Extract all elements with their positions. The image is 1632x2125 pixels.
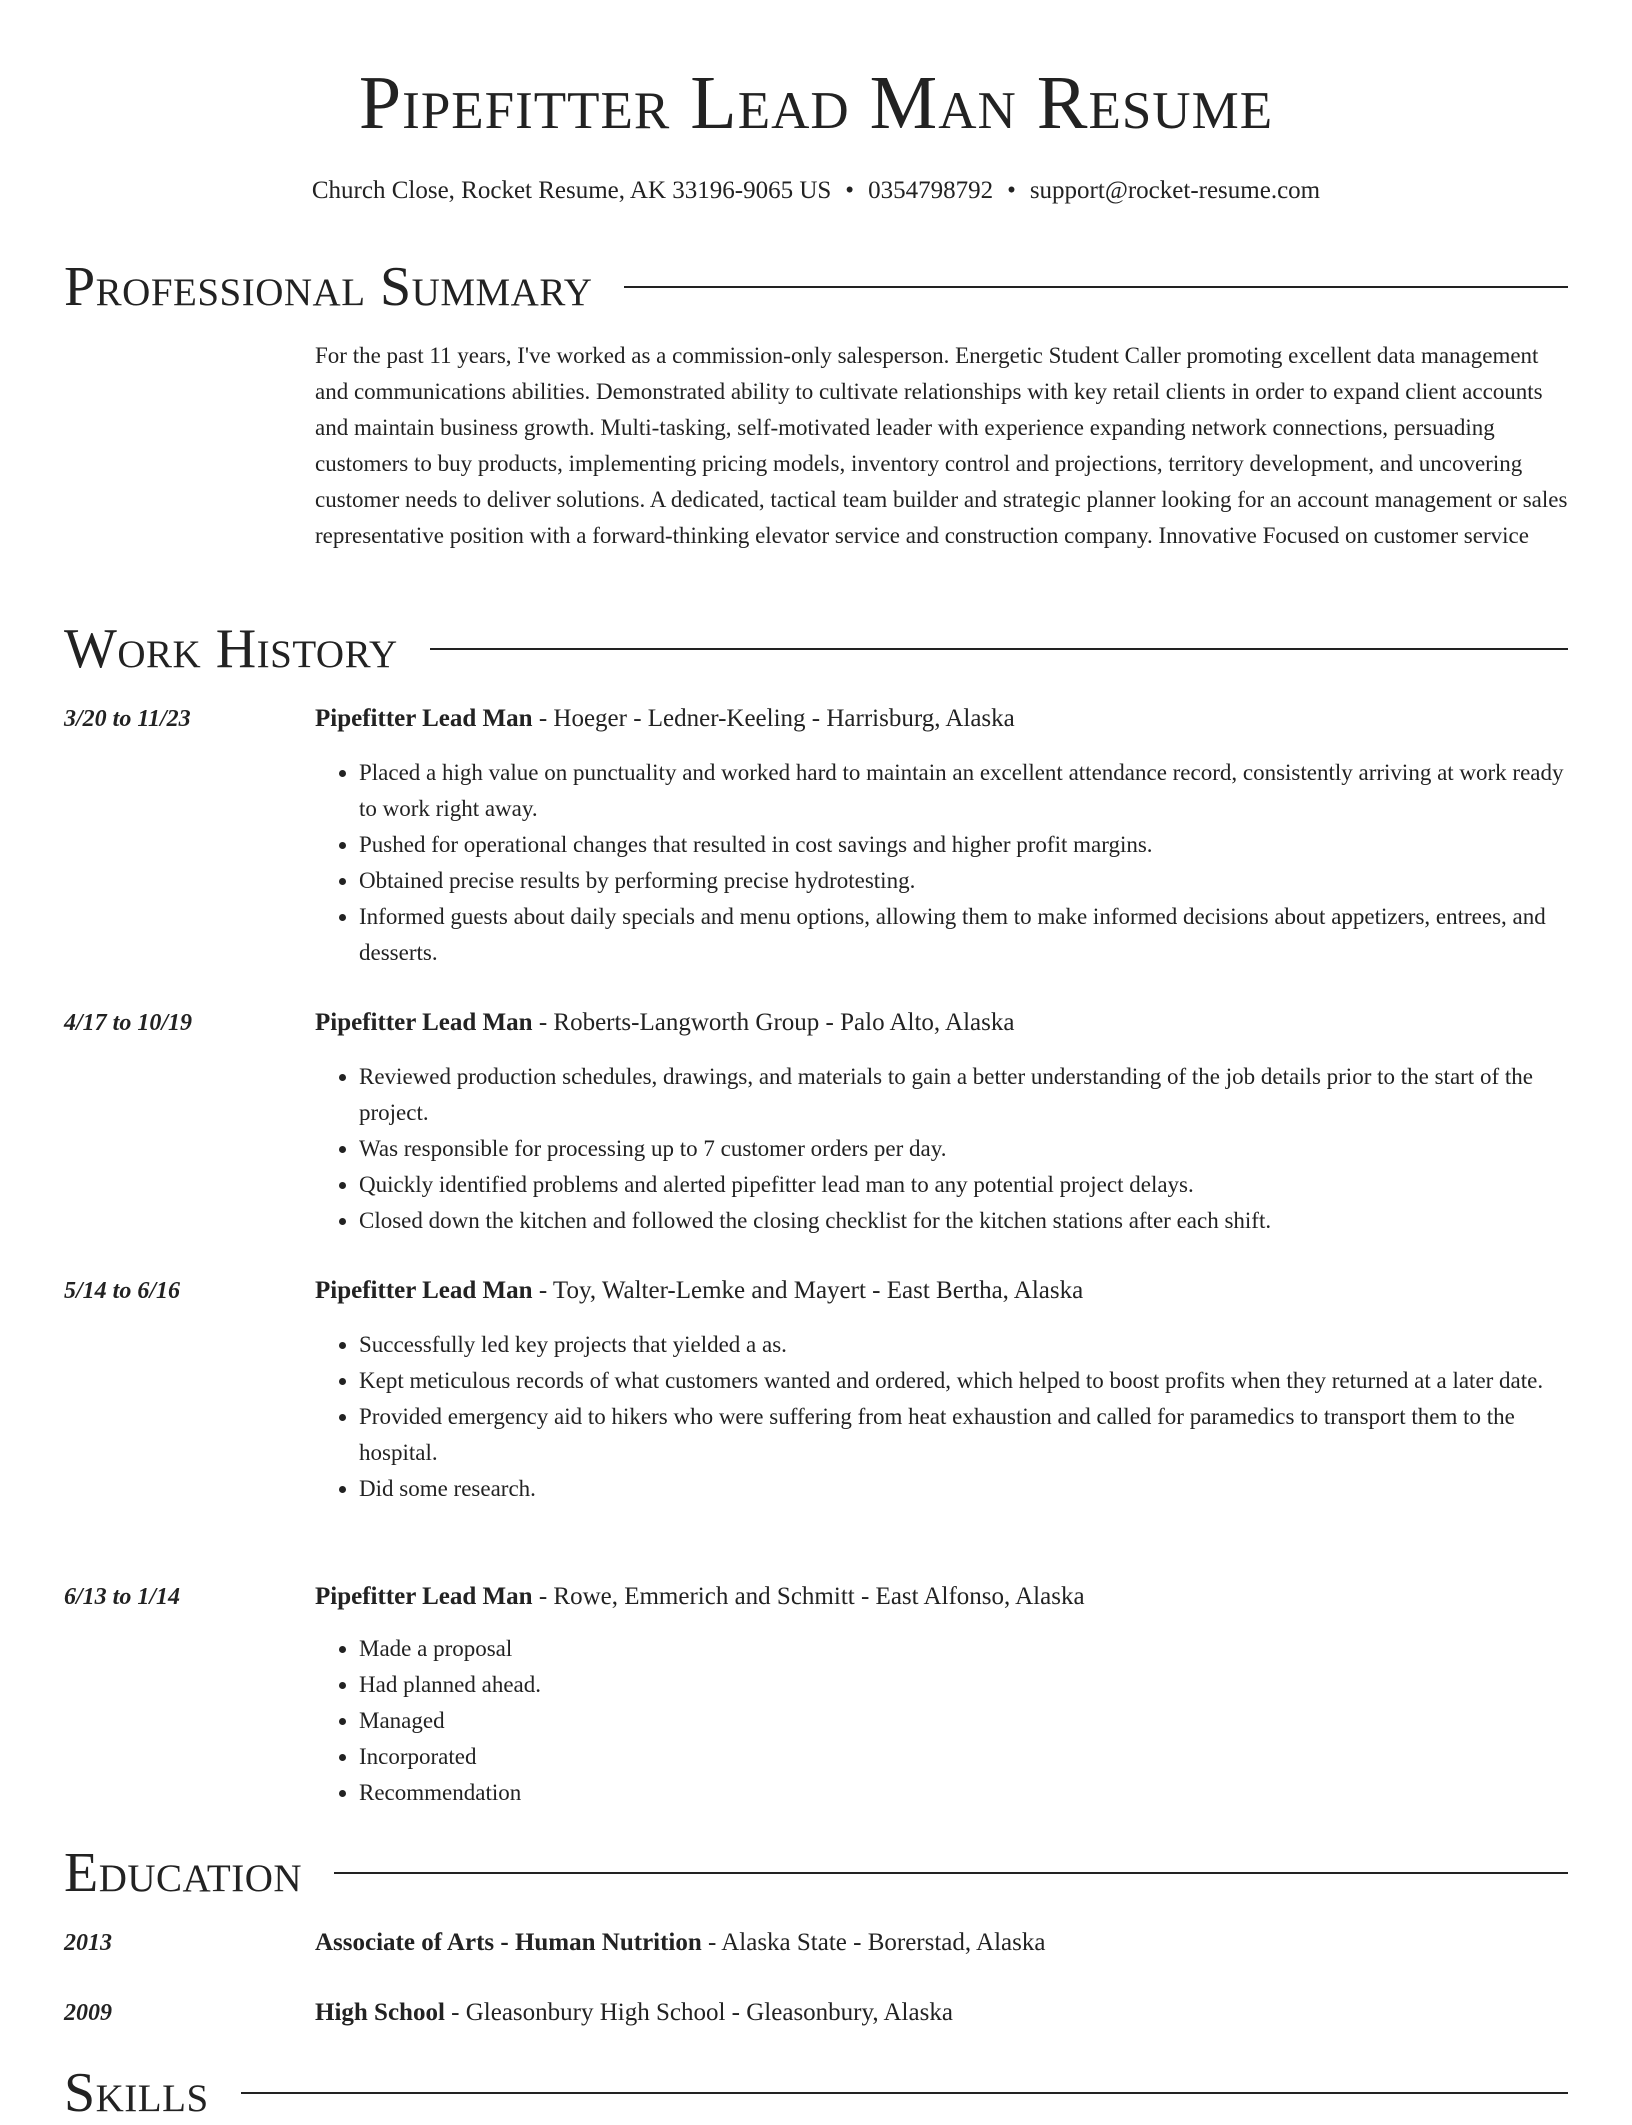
bullet-item: • Kept meticulous records of what customers wanted and ordered, which helped to boost profits when they returned at a later date. <box>359 1363 1568 1399</box>
section-professional-summary <box>64 255 1568 319</box>
job-employer: - Roberts-Langworth Group - Palo Alto, Alaska <box>532 1009 1015 1036</box>
bullet-item: • Did some research. <box>359 1471 1568 1507</box>
bullet-item: • Incorporated <box>359 1739 1568 1775</box>
education-heading <box>315 1925 1568 1961</box>
section-divider <box>624 286 1568 288</box>
job-heading <box>315 1005 1568 1041</box>
bullet-item: • Managed <box>359 1703 1568 1739</box>
section-education <box>64 1841 1568 1905</box>
summary-text: For the past 11 years, I've worked as a commission-only salesperson. Energetic Student Caller promoting excellent data management and communications abilities. Demonstrated ability to cultivate relationships with key retail clients in order to expand client accounts and maintain business growth. Multi-tasking, self-motivated leader with experience expanding network connections, persuading customers to buy products, implementing pricing models, inventory control and projections, territory development, and uncovering customer needs to deliver solutions. A dedicated, tactical team builder and strategic planner looking for an account management or sales representative position with a forward-thinking elevator service and construction company. Innovative Focused on customer service <box>315 343 1568 548</box>
job-employer: - Rowe, Emmerich and Schmitt - East Alfonso, Alaska <box>532 1583 1085 1610</box>
job-heading <box>315 1579 1568 1615</box>
job-employer: - Toy, Walter-Lemke and Mayert - East Bertha, Alaska <box>532 1277 1084 1304</box>
section-divider <box>241 2092 1568 2094</box>
job-date: 5/14 to 6/16 <box>64 1278 181 1304</box>
bullet-item: • Was responsible for processing up to 7 customer orders per day. <box>359 1131 1568 1167</box>
section-title: Professional Summary <box>64 256 593 318</box>
bullet-item: • Made a proposal <box>359 1631 1568 1667</box>
job-position: Pipefitter Lead Man <box>315 1009 533 1036</box>
contact-separator: • <box>845 177 855 204</box>
education-degree: Associate of Arts - Human Nutrition <box>315 1929 702 1956</box>
job-date: 3/20 to 11/23 <box>64 706 191 732</box>
job-date: 4/17 to 10/19 <box>64 1010 193 1036</box>
education-degree: High School <box>315 1999 445 2026</box>
contact-email: support@rocket-resume.com <box>1029 177 1321 204</box>
contact-separator: • <box>1007 177 1016 204</box>
job-bullets <box>315 1327 1568 1507</box>
bullet-item: • Closed down the kitchen and followed the closing checklist for the kitchen stations after each shift. <box>359 1203 1568 1239</box>
section-title: Education <box>64 1842 303 1904</box>
bullet-item: • Reviewed production schedules, drawings, and materials to gain a better understanding of the job details prior to the start of the project. <box>359 1059 1568 1131</box>
job-position: Pipefitter Lead Man <box>315 1583 533 1610</box>
education-date: 2009 <box>64 2000 112 2026</box>
job-employer: - Hoeger - Ledner-Keeling - Harrisburg, Alaska <box>532 705 1015 732</box>
job-position: Pipefitter Lead Man <box>315 705 533 732</box>
bullet-item: • Pushed for operational changes that resulted in cost savings and higher profit margins. <box>359 827 1568 863</box>
job-bullets <box>315 1059 1568 1239</box>
job-heading <box>315 701 1568 737</box>
bullet-item: • Had planned ahead. <box>359 1667 1568 1703</box>
bullet-item: • Obtained precise results by performing precise hydrotesting. <box>359 863 1568 899</box>
bullet-item: • Informed guests about daily specials and menu options, allowing them to make informed decisions about appetizers, entrees, and desserts. <box>359 899 1568 971</box>
resume-title: Pipefitter Lead Man Resume <box>358 61 1274 145</box>
section-title: Work History <box>64 618 398 680</box>
contact-address: Church Close, Rocket Resume, AK 33196-9065 US <box>311 177 832 204</box>
section-divider <box>430 648 1568 650</box>
job-position: Pipefitter Lead Man <box>315 1277 533 1304</box>
contact-phone: 0354798792 <box>868 177 994 204</box>
bullet-item: • Recommendation <box>359 1775 1568 1811</box>
section-title: Skills <box>64 2062 209 2124</box>
bullet-item: • Successfully led key projects that yielded a as. <box>359 1327 1568 1363</box>
section-divider <box>334 1872 1568 1874</box>
contact-line <box>0 174 1632 208</box>
education-heading <box>315 1995 1568 2031</box>
bullet-item: • Quickly identified problems and alerted pipefitter lead man to any potential project delays. <box>359 1167 1568 1203</box>
section-work-history <box>64 617 1568 681</box>
education-school: - Alaska State - Borerstad, Alaska <box>701 1929 1046 1956</box>
education-date: 2013 <box>64 1930 112 1956</box>
job-heading <box>315 1273 1568 1309</box>
job-date: 6/13 to 1/14 <box>64 1584 181 1610</box>
section-skills <box>64 2061 1568 2125</box>
job-bullets <box>315 1631 1568 1811</box>
job-bullets <box>315 755 1568 971</box>
education-school: - Gleasonbury High School - Gleasonbury, Alaska <box>444 1999 953 2026</box>
bullet-item: • Provided emergency aid to hikers who were suffering from heat exhaustion and called for paramedics to transport them to the hospital. <box>359 1399 1568 1471</box>
bullet-item: • Placed a high value on punctuality and worked hard to maintain an excellent attendance record, consistently arriving at work ready to work right away. <box>359 755 1568 827</box>
